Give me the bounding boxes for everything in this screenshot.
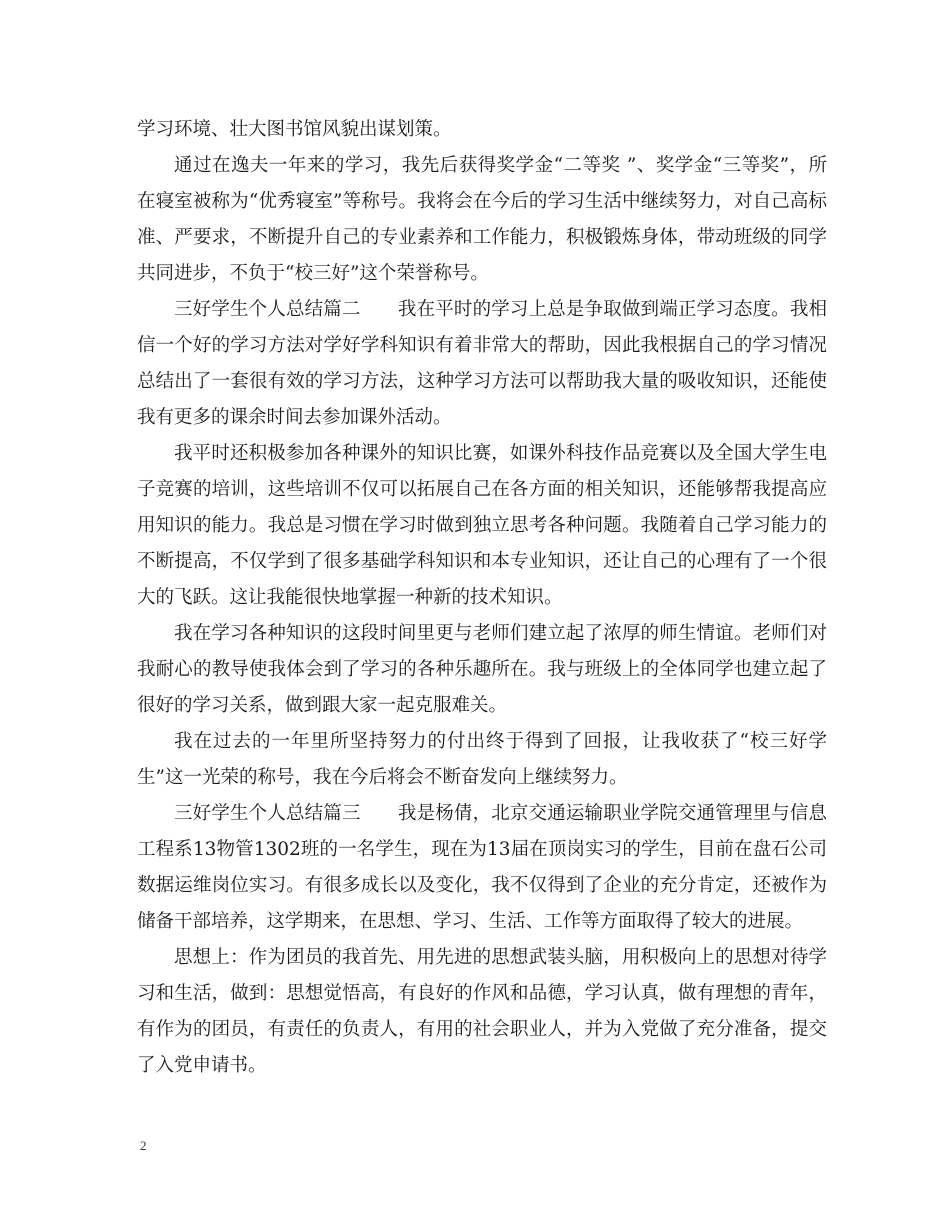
- paragraph-5: 我在学习各种知识的这段时间里更与老师们建立起了浓厚的师生情谊。老师们对我耐心的教导使我体会到了学习的各种乐趣所在。我与班级上的全体同学也建立起了很好的学习关系，做到跟大家一起克服难关。: [137, 623, 827, 716]
- paragraph-3: 三好学生个人总结篇二 我在平时的学习上总是争取做到端正学习态度。我相信一个好的学习方法对学好学科知识有着非常大的帮助，因此我根据自己的学习情况总结出了一套很有效的学习方法，这种学习方法可以帮助我大量的吸收知识，还能使我有更多的课余时间去参加课外活动。: [137, 299, 827, 428]
- paragraph-8: 思想上：作为团员的我首先、用先进的思想武装头脑，用积极向上的思想对待学习和生活，做到：思想觉悟高，有良好的作风和品德，学习认真，做有理想的青年，有作为的团员，有责任的负责人，有用的社会职业人，并为入党做了充分准备，提交了入党申请书。: [137, 947, 827, 1076]
- paragraph-1: 学习环境、壮大图书馆风貌出谋划策。: [137, 119, 452, 140]
- page-number: 2: [140, 1138, 147, 1153]
- document-body: [137, 112, 827, 1084]
- paragraph-2: 通过在逸夫一年来的学习，我先后获得奖学金“二等奖 ”、奖学金“三等奖”，所在寝室被称为“优秀寝室”等称号。我将会在今后的学习生活中继续努力，对自己高标准、严要求，不断提升自己的专业素养和工作能力，积极锻炼身体，带动班级的同学共同进步，不负于“校三好”这个荣誉称号。: [137, 155, 827, 284]
- paragraph-4: 我平时还积极参加各种课外的知识比赛，如课外科技作品竞赛以及全国大学生电子竞赛的培训，这些培训不仅可以拓展自己在各方面的相关知识，还能够帮我提高应用知识的能力。我总是习惯在学习时做到独立思考各种问题。我随着自己学习能力的不断提高，不仅学到了很多基础学科知识和本专业知识，还让自己的心理有了一个很大的飞跃。这让我能很快地掌握一种新的技术知识。: [137, 443, 827, 608]
- paragraph-7: 三好学生个人总结篇三 我是杨倩，北京交通运输职业学院交通管理里与信息工程系13物管1302班的一名学生，现在为13届在顶岗实习的学生，目前在盘石公司数据运维岗位实习。有很多成长以及变化，我不仅得到了企业的充分肯定，还被作为储备干部培养，这学期来，在思想、学习、生活、工作等方面取得了较大的进展。: [137, 803, 827, 932]
- paragraph-6: 我在过去的一年里所坚持努力的付出终于得到了回报，让我收获了“校三好学生”这一光荣的称号，我在今后将会不断奋发向上继续努力。: [137, 731, 827, 788]
